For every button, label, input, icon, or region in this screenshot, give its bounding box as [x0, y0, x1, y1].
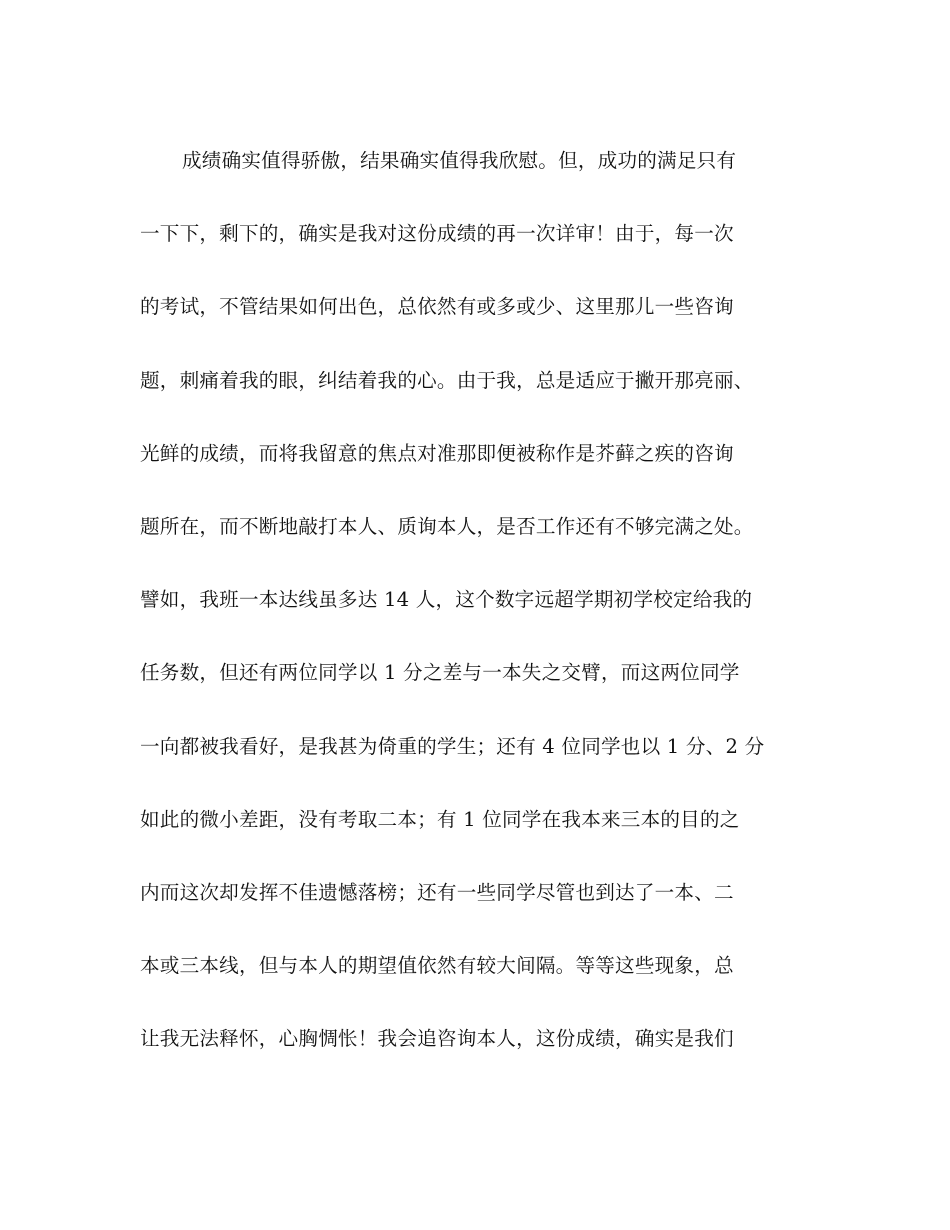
text-line-13: 让我无法释怀，心胸惆怅！我会追咨询本人，这份成绩，确实是我们 [140, 1027, 734, 1051]
body-text [140, 138, 810, 1089]
text-line-5: 光鲜的成绩，而将我留意的焦点对准那即便被称作是芥藓之疾的咨询 [140, 441, 734, 465]
text-line-11: 内而这次却发挥不佳遗憾落榜；还有一些同学尽管也到达了一本、二 [140, 880, 734, 904]
text-line-12: 本或三本线，但与本人的期望值依然有较大间隔。等等这些现象，总 [140, 954, 734, 978]
text-line-2: 一下下，剩下的，确实是我对这份成绩的再一次详审！由于，每一次 [140, 222, 734, 246]
text-line-10: 如此的微小差距，没有考取二本；有 1 位同学在我本来三本的目的之 [140, 807, 740, 831]
text-line-4: 题，刺痛着我的眼，纠结着我的心。由于我，总是适应于撇开那亮丽、 [140, 368, 754, 392]
text-line-1: 成绩确实值得骄傲，结果确实值得我欣慰。但，成功的满足只有 [182, 149, 737, 172]
text-line-6: 题所在，而不断地敲打本人、质询本人，是否工作还有不够完满之处。 [140, 514, 754, 538]
text-line-8: 任务数，但还有两位同学以 1 分之差与一本失之交臂，而这两位同学 [140, 661, 740, 685]
text-line-7: 譬如，我班一本达线虽多达 14 人，这个数字远超学期初学校定给我的 [140, 588, 753, 612]
text-line-9: 一向都被我看好，是我甚为倚重的学生；还有 4 位同学也以 1 分、2 分 [140, 734, 765, 758]
text-line-3: 的考试，不管结果如何出色，总依然有或多或少、这里那儿一些咨询 [140, 295, 734, 319]
